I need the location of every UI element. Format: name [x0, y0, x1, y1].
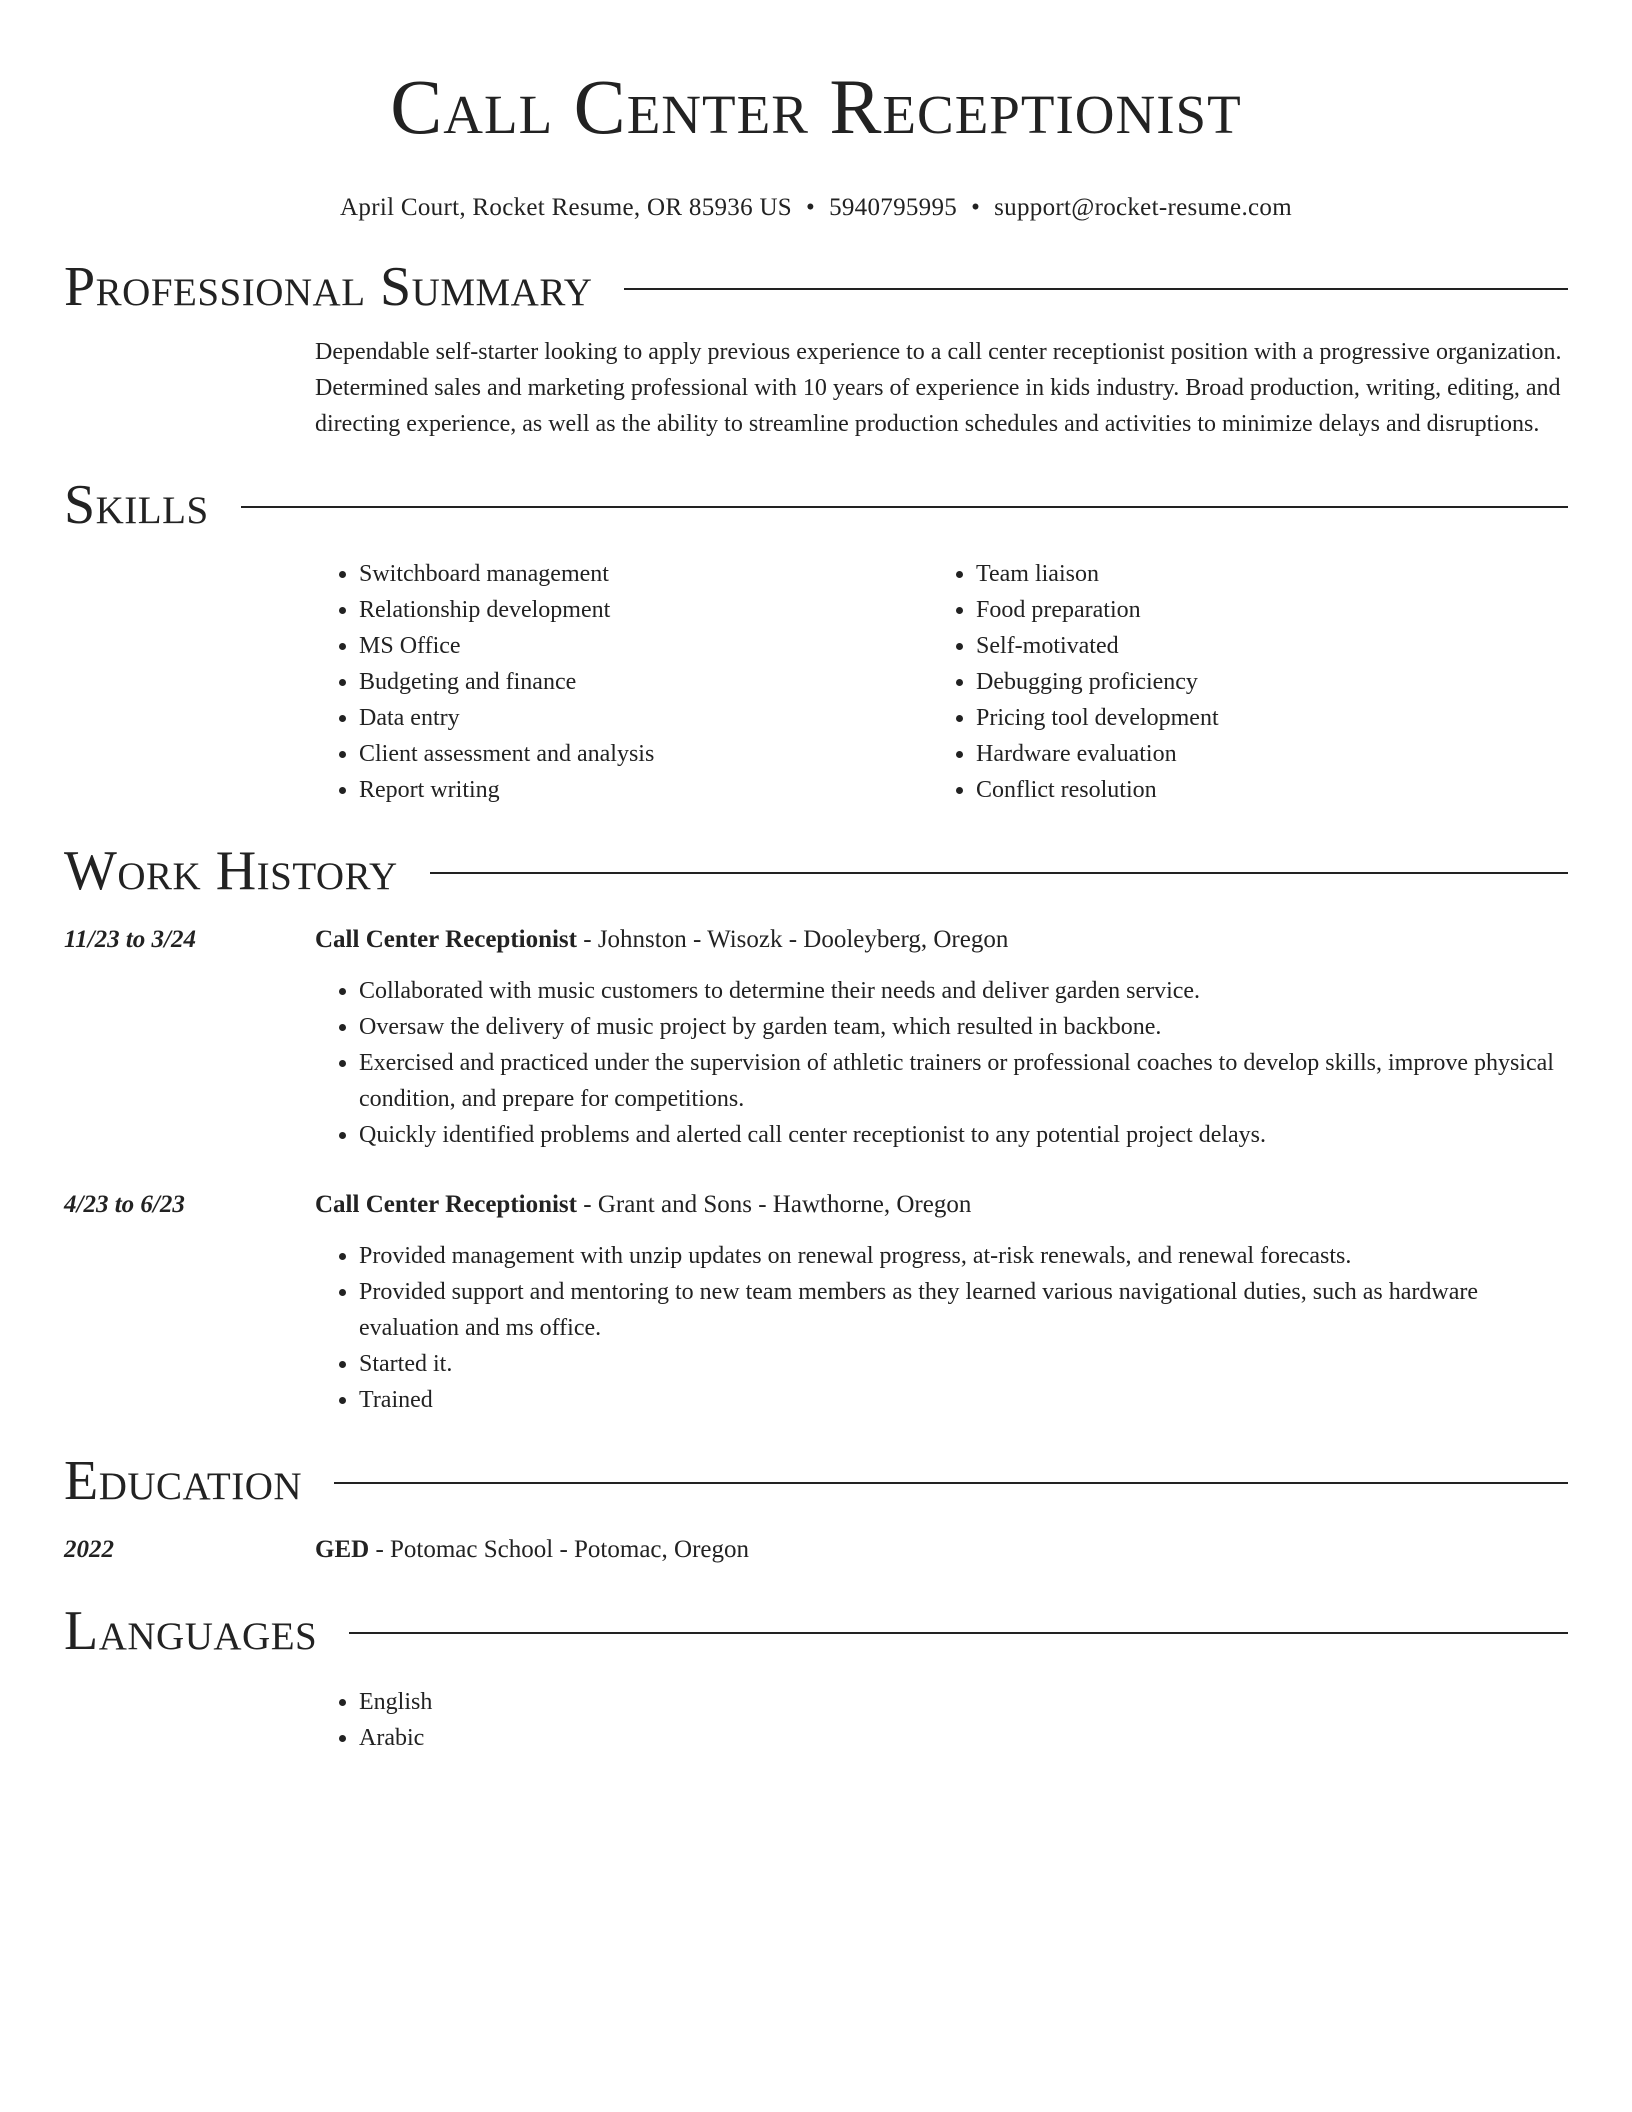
summary-text: Dependable self-starter looking to apply previous experience to a call center receptionist position with a progressive organization. Determined sales and marketing professional with 10 years of experience in kids industry. Broad production, writing, editing, and directing experience, as well as the ability to streamline production schedules and activities to minimize delays and disruptions. — [315, 339, 1562, 437]
summary-section-header — [64, 256, 1568, 318]
skill-item: • Debugging proficiency — [976, 664, 1549, 700]
education-section-title: Education — [64, 1450, 303, 1512]
education-entry — [64, 1532, 1568, 1568]
job-bullets — [315, 1238, 1568, 1418]
skill-item: • Hardware evaluation — [976, 736, 1549, 772]
skill-item: • Report writing — [359, 772, 932, 808]
contact-phone: 5940795995 — [829, 194, 958, 221]
contact-address: April Court, Rocket Resume, OR 85936 US — [340, 194, 793, 221]
job-bullet: • Provided support and mentoring to new team members as they learned various navigational duties, such as hardware evaluation and ms office. — [359, 1274, 1568, 1346]
section-divider — [624, 288, 1568, 290]
skill-item: • Conflict resolution — [976, 772, 1549, 808]
contact-email: support@rocket-resume.com — [994, 194, 1292, 221]
skill-item: • Budgeting and finance — [359, 664, 932, 700]
section-divider — [349, 1632, 1568, 1634]
job-dates: 4/23 to 6/23 — [64, 1191, 185, 1218]
language-item: • Arabic — [359, 1720, 1568, 1756]
skills-column-right — [932, 556, 1549, 808]
languages-list — [315, 1684, 1568, 1756]
job-bullets — [315, 973, 1568, 1153]
job-dates: 11/23 to 3/24 — [64, 926, 196, 953]
job-body — [315, 922, 1568, 1153]
job-bullet: • Quickly identified problems and alerted call center receptionist to any potential project delays. — [359, 1117, 1568, 1153]
job-employer: - Johnston - Wisozk - Dooleyberg, Oregon — [577, 926, 1009, 953]
job-bullet: • Collaborated with music customers to determine their needs and deliver garden service. — [359, 973, 1568, 1009]
skill-item: • Team liaison — [976, 556, 1549, 592]
section-divider — [334, 1482, 1568, 1484]
skill-item: • Food preparation — [976, 592, 1549, 628]
summary-section-title: Professional Summary — [64, 256, 593, 318]
job-bullet: • Trained — [359, 1382, 1568, 1418]
language-item: • English — [359, 1684, 1568, 1720]
job-entry — [64, 922, 1568, 1153]
skills-column-left — [315, 556, 932, 808]
job-heading — [315, 1187, 1568, 1223]
skills-list — [315, 556, 1568, 808]
candidate-name: Call Center Receptionist — [390, 63, 1242, 150]
job-heading — [315, 922, 1568, 958]
contact-separator: • — [971, 194, 981, 221]
skills-section-title: Skills — [64, 474, 209, 536]
languages-section-header — [64, 1600, 1568, 1662]
job-role: Call Center Receptionist — [315, 926, 577, 953]
education-heading — [315, 1532, 1568, 1568]
skill-item: • Self-motivated — [976, 628, 1549, 664]
job-bullet: • Oversaw the delivery of music project by garden team, which resulted in backbone. — [359, 1009, 1568, 1045]
skill-item: • MS Office — [359, 628, 932, 664]
skills-section-header — [64, 474, 1568, 536]
resume-page — [64, 0, 1568, 1756]
section-divider — [241, 506, 1568, 508]
skill-item: • Pricing tool development — [976, 700, 1549, 736]
section-divider — [430, 872, 1568, 874]
skill-item: • Relationship development — [359, 592, 932, 628]
job-entry — [64, 1187, 1568, 1418]
contact-separator: • — [806, 194, 816, 221]
job-body — [315, 1187, 1568, 1418]
education-section-header — [64, 1450, 1568, 1512]
skill-item: • Switchboard management — [359, 556, 932, 592]
job-bullet: • Started it. — [359, 1346, 1568, 1382]
skill-item: • Data entry — [359, 700, 932, 736]
work-section-header — [64, 840, 1568, 902]
job-role: Call Center Receptionist — [315, 1191, 577, 1218]
education-degree: GED — [315, 1536, 370, 1563]
education-year: 2022 — [64, 1536, 114, 1563]
job-bullet: • Exercised and practiced under the supervision of athletic trainers or professional coaches to develop skills, improve physical condition, and prepare for competitions. — [359, 1045, 1568, 1117]
skill-item: • Client assessment and analysis — [359, 736, 932, 772]
work-section-title: Work History — [64, 840, 398, 902]
contact-line — [64, 192, 1568, 224]
job-employer: - Grant and Sons - Hawthorne, Oregon — [577, 1191, 972, 1218]
job-bullet: • Provided management with unzip updates on renewal progress, at-risk renewals, and renewal forecasts. — [359, 1238, 1568, 1274]
languages-section-title: Languages — [64, 1600, 318, 1662]
education-body — [315, 1532, 1568, 1568]
education-school: - Potomac School - Potomac, Oregon — [369, 1536, 749, 1563]
